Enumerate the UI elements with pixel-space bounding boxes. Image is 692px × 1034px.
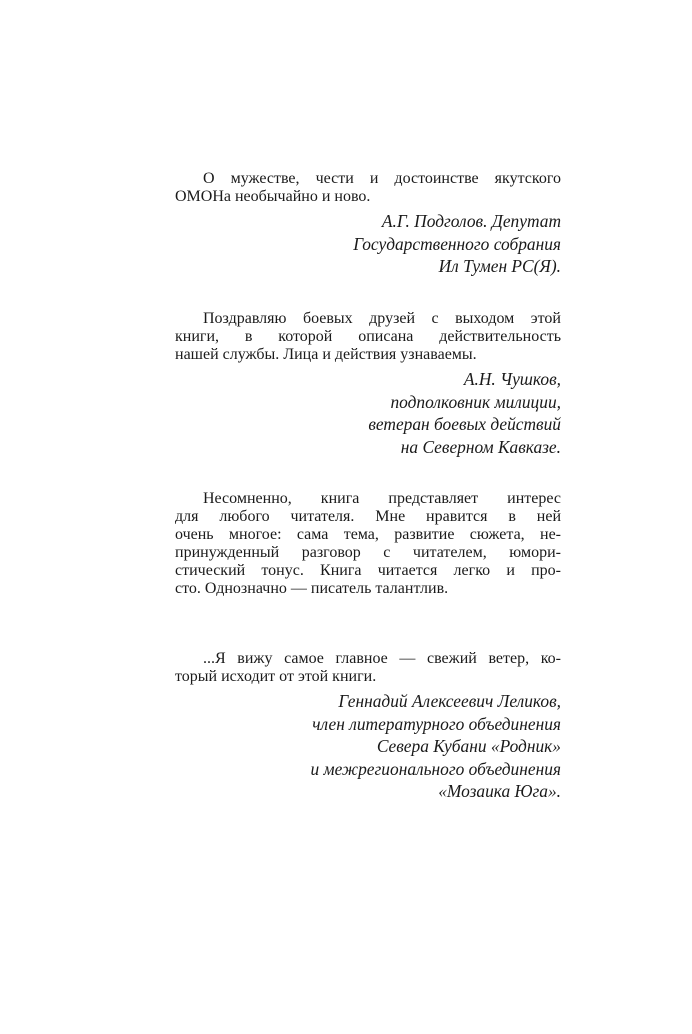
review-2-attribution — [175, 368, 561, 458]
review-4-text — [175, 650, 561, 686]
attribution-line: «Мозаика Юга». — [438, 781, 561, 801]
review-3-line: для любого читателя. Мне нравится в ней — [175, 508, 561, 525]
review-3 — [175, 490, 561, 598]
review-1-attribution — [175, 210, 561, 278]
review-3-text — [175, 490, 561, 598]
review-2-line: нашей службы. Лица и действия узнаваемы. — [175, 346, 477, 363]
review-4-line: торый исходит от этой книги. — [175, 668, 377, 685]
review-3-line: принужденный разговор с читателем, юмори- — [175, 544, 561, 561]
attribution-line: Государственного собрания — [353, 233, 561, 254]
review-1 — [175, 170, 561, 278]
review-2-text — [175, 310, 561, 364]
review-3-line: сто. Однозначно — писатель талантлив. — [175, 580, 449, 597]
review-3-line: очень многое: сама тема, развитие сюжета, не- — [175, 526, 561, 543]
attribution-line: член литературного объединения — [312, 713, 561, 734]
attribution-line: Севера Кубани «Родник» — [376, 736, 561, 756]
review-3-line: Несомненно, книга представляет интерес — [203, 490, 561, 507]
review-1-line: ОМОНа необычайно и ново. — [175, 188, 371, 205]
review-2-line: Поздравляю боевых друзей с выходом этой — [203, 310, 561, 327]
review-4 — [175, 650, 561, 803]
attribution-line: А.Г. Подголов. Депутат — [381, 211, 561, 231]
review-1-text — [175, 170, 561, 206]
review-3-line: стический тонус. Книга читается легко и про- — [175, 562, 561, 579]
attribution-line: на Северном Кавказе. — [400, 436, 561, 457]
attribution-line: подполковник милиции, — [390, 391, 561, 412]
attribution-line: ветеран боевых действий — [368, 414, 561, 434]
attribution-line: и межрегионального объединения — [310, 758, 561, 779]
review-2 — [175, 310, 561, 458]
review-1-line: О мужестве, чести и достоинстве якутского — [203, 170, 561, 187]
attribution-line: А.Н. Чушков, — [463, 369, 561, 389]
review-4-attribution — [175, 690, 561, 803]
review-4-line: ...Я вижу самое главное — свежий ветер, ко- — [203, 650, 561, 667]
review-2-line: книги, в которой описана действительность — [175, 328, 561, 345]
attribution-line: Ил Тумен РС(Я). — [438, 256, 561, 276]
attribution-line: Геннадий Алексеевич Леликов, — [338, 691, 561, 711]
